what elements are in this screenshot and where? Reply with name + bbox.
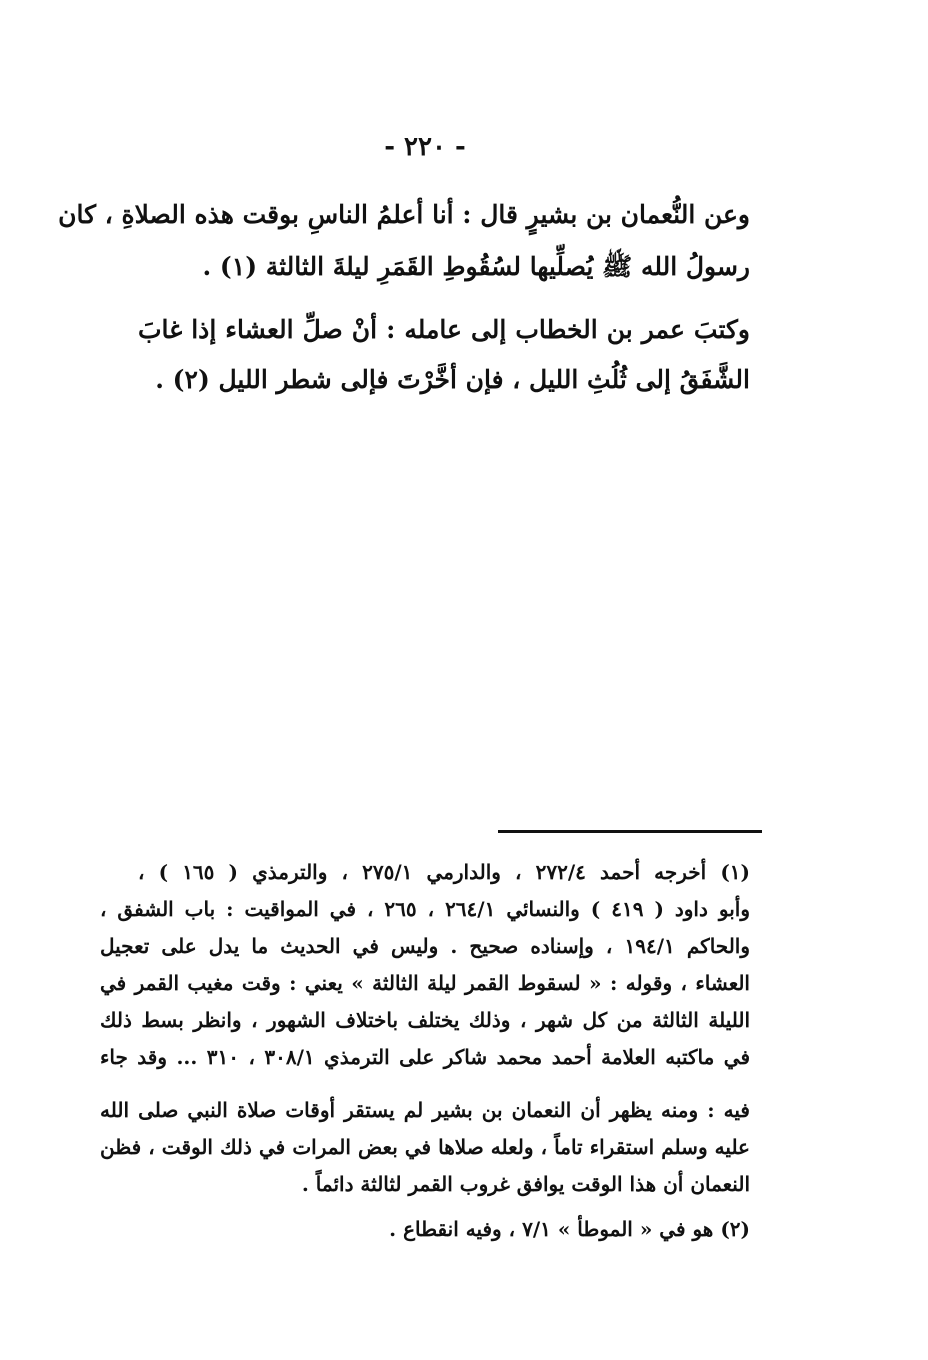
footnote-1-line-9: النعمان أن هذا الوقت يوافق غروب القمر لثالثة دائماً . [301, 1172, 750, 1196]
footnote-1-line-5: الليلة الثالثة من كل شهر ، وذلك يختلف باختلاف الشهور ، وانظر بسط ذلك [100, 1008, 750, 1032]
paragraph-2-line-1: وكتبَ عمر بن الخطاب إلى عامله : أنْ صلِّ العشاء إذا غابَ [138, 315, 750, 344]
footnote-divider [498, 830, 762, 833]
page-number: - ٢٢٠ - [384, 132, 466, 162]
footnote-1-line-4: العشاء ، وقوله : « لسقوط القمر ليلة الثالثة » يعني : وقت مغيب القمر في [100, 971, 750, 995]
footnote-1-line-8: عليه وسلم استقراء تاماً ، ولعله صلاها في بعض المرات في ذلك الوقت ، فظن [100, 1135, 750, 1159]
footnote-1-line-1: (١) أخرجه أحمد ٢٧٢/٤ ، والدارمي ٢٧٥/١ ، والترمذي ( ١٦٥ ) ، [138, 860, 751, 884]
paragraph-2-line-2: الشَّفَقُ إلى ثُلُثِ الليل ، فإن أخَّرْتَ فإلى شطر الليل (٢) . [155, 365, 750, 394]
footnote-1-line-2: وأبو داود ( ٤١٩ ) والنسائي ٢٦٤/١ ، ٢٦٥ ، في المواقيت : باب الشفق ، [100, 897, 750, 921]
footnote-1-line-7: فيه : ومنه يظهر أن النعمان بن بشير لم يستقر أوقات صلاة النبي صلى الله [100, 1098, 750, 1122]
paragraph-1-line-2: رسولُ الله ﷺ يُصلِّيها لسُقُوطِ القَمَرِ ليلةَ الثالثة (١) . [202, 252, 750, 281]
paragraph-1-line-1: وعن النُّعمان بن بشيرٍ قال : أنا أعلمُ الناسِ بوقت هذه الصلاةِ ، كان [58, 200, 750, 229]
footnote-1-line-6: في ماكتبه العلامة أحمد محمد شاكر على الترمذي ٣٠٨/١ ، ٣١٠ ... وقد جاء [100, 1045, 750, 1069]
footnote-1-line-3: والحاكم ١٩٤/١ ، وإسناده صحيح . وليس في الحديث ما يدل على تعجيل [100, 934, 751, 958]
footnote-2-line-1: (٢) هو في « الموطأ » ٧/١ ، وفيه انقطاع . [389, 1217, 750, 1241]
